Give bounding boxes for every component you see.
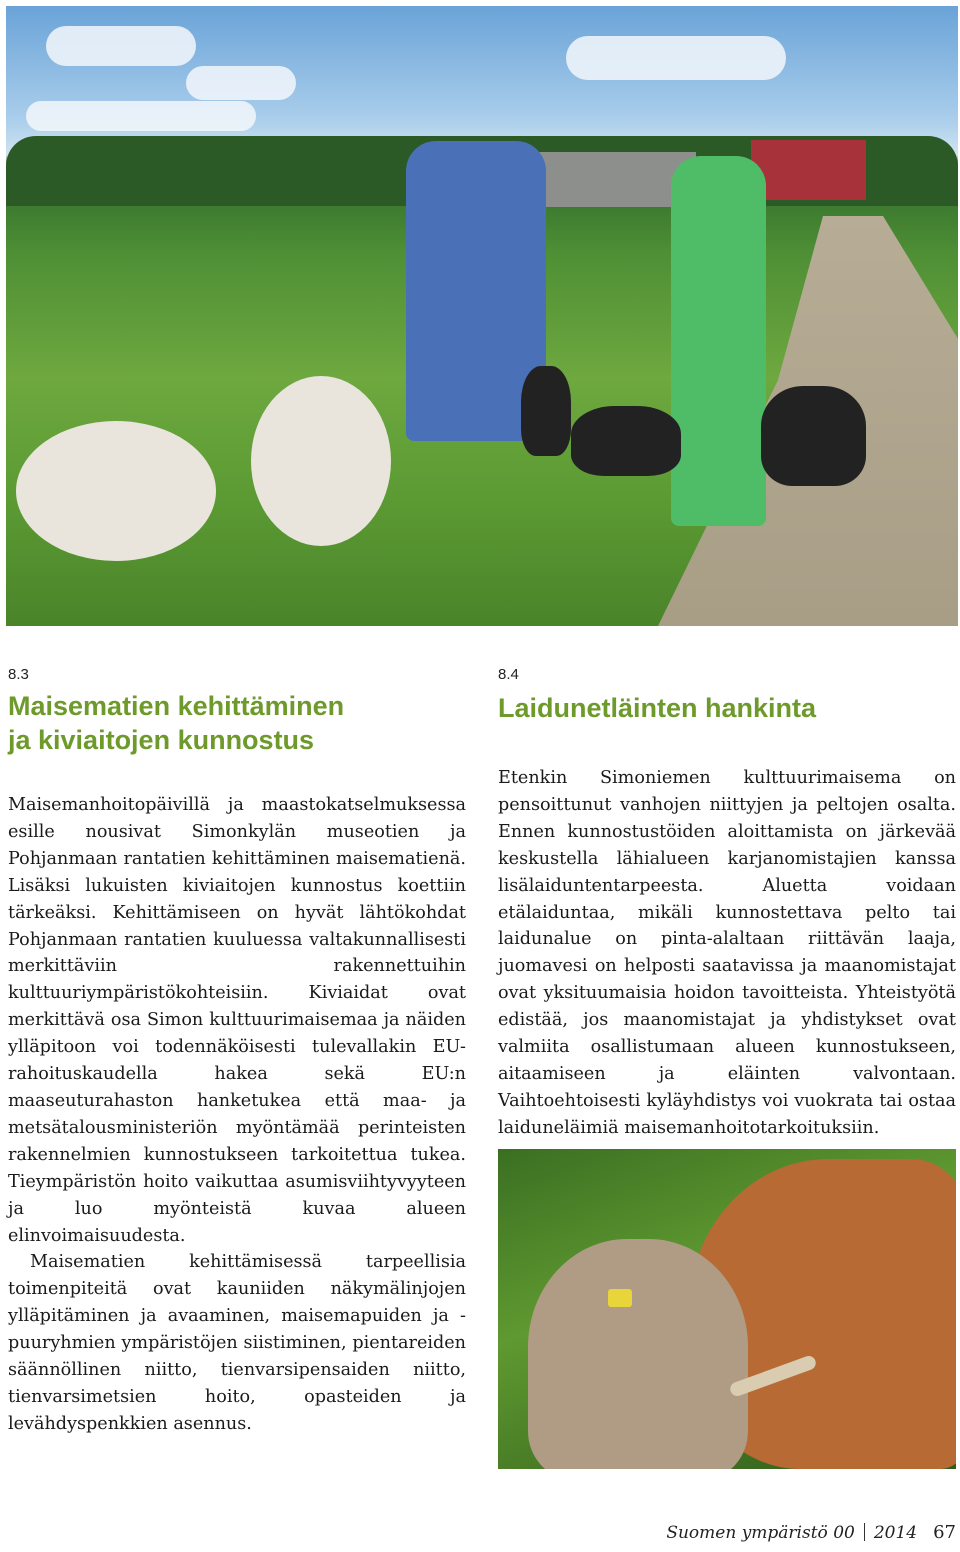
publication-name: Suomen ympäristö 00 — [666, 1523, 855, 1543]
paragraph: Etenkin Simoniemen kulttuurimaisema on pensoittunut vanhojen niittyjen ja peltojen osalta. Ennen kunnostustöiden aloittamista on järkevää keskustella lähialueen karjanomistajien kanssa lisälaiduntentarpeesta. Aluetta voidaan etälaiduntaa, mikäli kunnostettava pelto tai laidunalue on pinta-alaltaan riittävän laaja, juomavesi on helposti saatavissa ja maanomistajat ovat yksituumaisia hoidon tavoitteista. Yhteistyötä edistää, jos maanomistajat ja yhdistykset ovat valmiita osallistumaan alueen kunnostukseen, aitaamiseen ja eläinten valvontaan. Vaihtoehtoisesti kyläyhdistys voi vuokrata tai ostaa laiduneläimiä maisemanhoitotarkoituksiin. — [498, 768, 956, 1138]
page-number: 67 — [933, 1522, 956, 1543]
title-line-2: ja kiviaitojen kunnostus — [8, 725, 315, 755]
paragraph: Maisematien kehittämisessä tarpeellisia toimenpiteitä ovat kauniiden näkymälinjojen ylläpitäminen ja avaaminen, maisemapuiden ja -puuryhmien ympäristöjen siistiminen, pientareiden säännöllinen niitto, tienvarsipensaiden niitto, tienvarsimetsien hoito, opasteiden ja levähdyspenkkien asennus. — [8, 1252, 466, 1434]
title-line-1: Maisematien kehittäminen — [8, 691, 345, 721]
page-footer — [650, 1522, 956, 1544]
section-number: 8.4 — [498, 666, 519, 683]
section-title: Laidunetläinten hankinta — [498, 693, 817, 723]
cattle-photo — [498, 1149, 956, 1469]
section-number: 8.3 — [8, 666, 29, 683]
publication-year: 2014 — [873, 1523, 918, 1543]
section-title — [8, 689, 478, 757]
farm-photo — [6, 6, 958, 626]
body-text-left — [8, 792, 466, 1438]
divider — [864, 1523, 865, 1541]
body-text-right — [498, 765, 956, 1142]
paragraph: Maisemanhoitopäivillä ja maastokatselmuksessa esille nousivat Simonkylän museotien ja Pohjanmaan rantatien kehittäminen maisematienä. Lisäksi lukuisten kiviaitojen kunnostus koettiin tärkeäksi. Kehittämiseen on hyvät lähtökohdat Pohjanmaan rantatien kuuluessa valtakunnallisesti merkittäviin rakennettuihin kulttuuriympäristökohteisiin. Kiviaidat ovat merkittävä osa Simon kulttuurimaisemaa ja näiden ylläpitoon voi todennäköisesti tulevallakin EU-rahoituskaudella hakea sekä EU:n maaseuturahaston hanketukea että maa- ja metsätalousministeriön myöntämää perinteisten rakennelmien kunnostukseen tarkoitettua tukea. Tieympäristön hoito vaikuttaa asumisviihtyvyyteen ja luo myönteistä kuvaa alueen elinvoimaisuudesta. — [8, 795, 466, 1246]
